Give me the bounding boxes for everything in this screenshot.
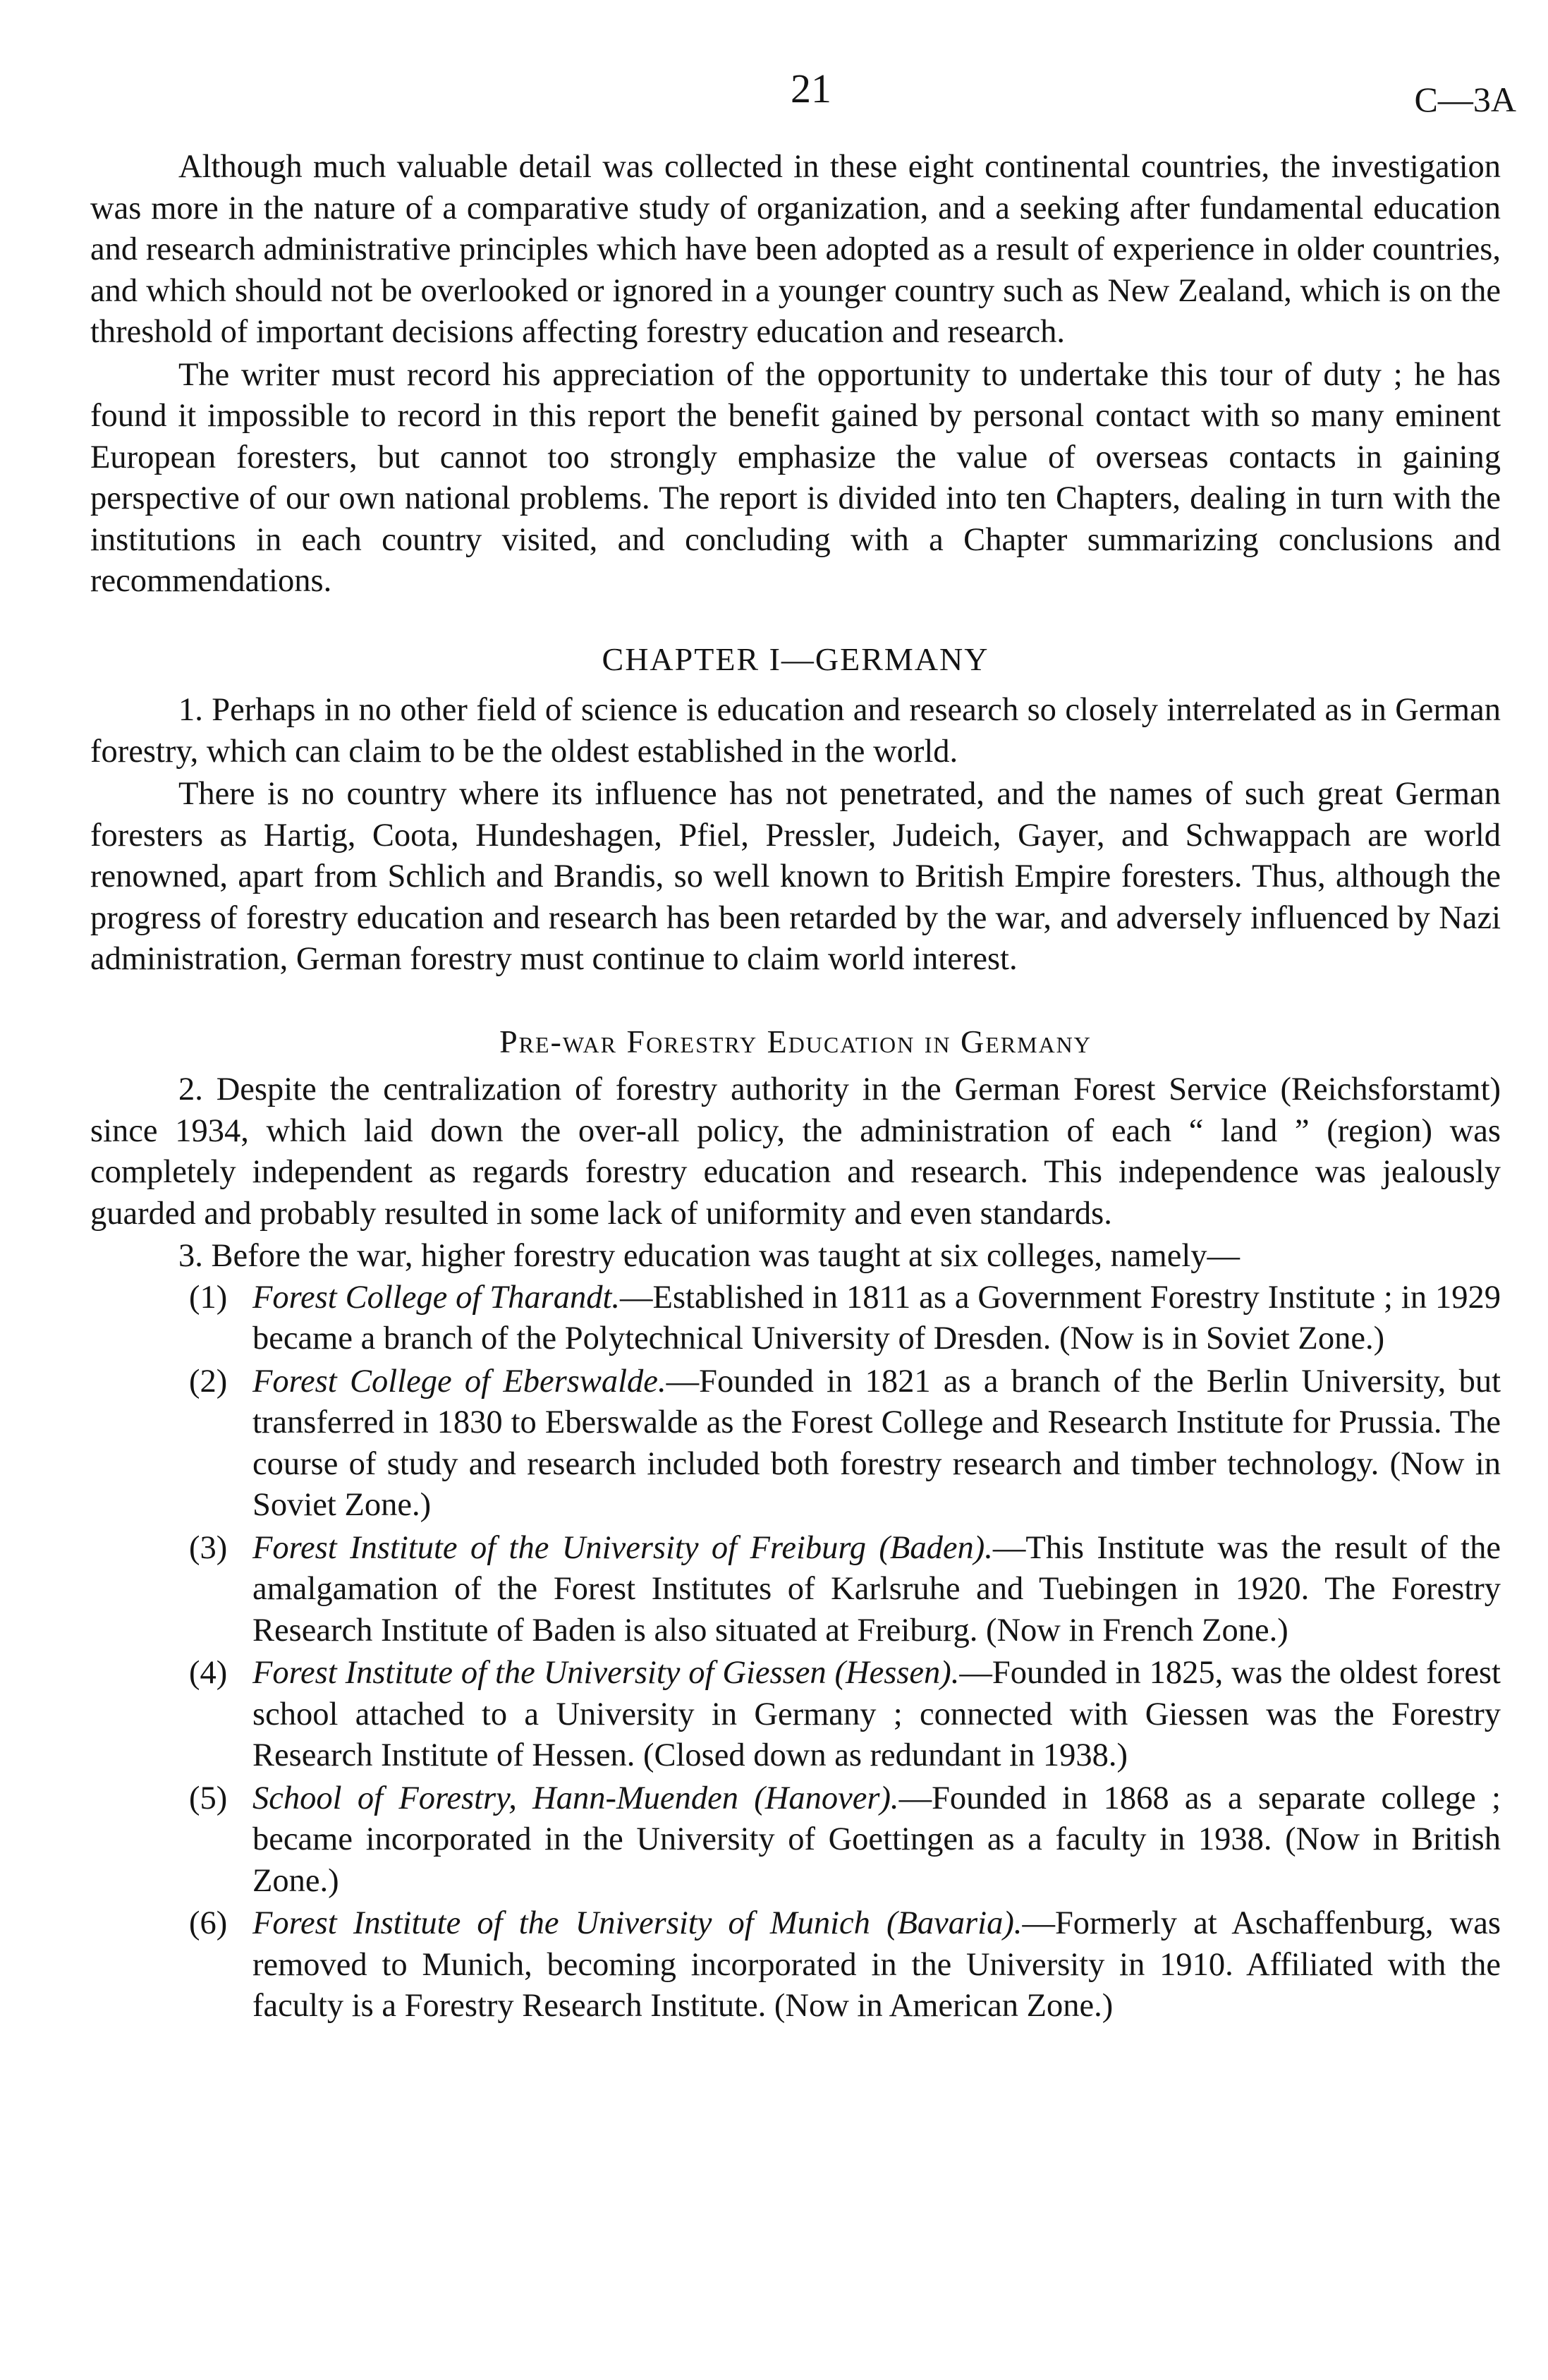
college-item bbox=[90, 1528, 1501, 1652]
college-item bbox=[90, 1653, 1501, 1777]
college-label: (5) bbox=[189, 1780, 228, 1816]
college-label: (4) bbox=[189, 1655, 228, 1691]
college-title: Forest Institute of the University of Giessen (Hessen). bbox=[252, 1655, 960, 1691]
college-title: Forest Institute of the University of Freiburg (Baden). bbox=[252, 1529, 993, 1566]
college-title: School of Forestry, Hann-Muenden (Hanover). bbox=[252, 1780, 899, 1816]
college-text: —Founded in 1825, was the oldest forest school attached to a University in Germany ; connected with Giessen was the Forestry Research Institute of Hessen. (Closed down as redundant in 1938.) bbox=[252, 1655, 1501, 1773]
intro-paragraph: The writer must record his appreciation of the opportunity to undertake this tour of duty ; he has found it impossible to record in this report the benefit gained by personal contact with so many eminent European foresters, but cannot too strongly emphasize the value of overseas contacts in gaining perspective of our own national problems. The report is divided into ten Chapters, dealing in turn with the institutions in each country visited, and concluding with a Chapter summarizing conclusions and recommendations. bbox=[90, 356, 1501, 599]
page-number: 21 bbox=[791, 66, 831, 111]
chapter-paragraph: 1. Perhaps in no other field of science is education and research so closely interrelated as in German forestry, which can claim to be the oldest established in the world. bbox=[90, 692, 1501, 770]
college-text: —Founded in 1868 as a separate college ; became incorporated in the University of Goettingen as a faculty in 1938. (Now in British Zone.) bbox=[252, 1780, 1501, 1899]
college-item bbox=[90, 1361, 1501, 1526]
chapter-paragraph: There is no country where its influence has not penetrated, and the names of such great German foresters as Hartig, Coota, Hundeshagen, Pfiel, Pressler, Judeich, Gayer, and Schwappach are world renowned, apart from Schlich and Brandis, so well known to British Empire foresters. Thus, although the progress of forestry education and research has been retarded by the war, and adversely influenced by Nazi administration, German forestry must continue to claim world interest. bbox=[90, 776, 1501, 977]
section-paragraph: 2. Despite the centralization of forestry authority in the German Forest Service (Reichsforstamt) since 1934, which laid down the over-all policy, the administration of each “ land ” (region) was completely independent as regards forestry education and research. This independence was jealously guarded and probably resulted in some lack of uniformity and even standards. bbox=[90, 1071, 1501, 1232]
college-text: —Established in 1811 as a Government Forestry Institute ; in 1929 became a branch of the Polytechnical University of Dresden. (Now is in Soviet Zone.) bbox=[252, 1279, 1501, 1356]
section-paragraph: 3. Before the war, higher forestry education was taught at six colleges, namely— bbox=[178, 1238, 1241, 1274]
college-label: (3) bbox=[189, 1529, 228, 1566]
chapter-title: CHAPTER I—GERMANY bbox=[602, 640, 989, 677]
college-item bbox=[90, 1277, 1501, 1360]
page-body bbox=[90, 147, 1501, 2029]
intro-paragraph: Although much valuable detail was collected in these eight continental countries, the investigation was more in the nature of a comparative study of organization, and a seeking after fundamental education and research administrative principles which have been adopted as a result of experience in older countries, and which should not be overlooked or ignored in a younger country such as New Zealand, which is on the threshold of important decisions affecting forestry education and research. bbox=[90, 149, 1501, 350]
document-reference: C—3A bbox=[1414, 80, 1516, 119]
section-heading: Pre-war Forestry Education in Germany bbox=[499, 1023, 1092, 1060]
college-label: (6) bbox=[189, 1905, 228, 1941]
college-title: Forest College of Eberswalde. bbox=[252, 1363, 666, 1400]
college-title: Forest Institute of the University of Munich (Bavaria). bbox=[252, 1905, 1023, 1941]
college-title: Forest College of Tharandt. bbox=[252, 1279, 621, 1316]
college-text: —Founded in 1821 as a branch of the Berlin University, but transferred in 1830 to Eberswalde as the Forest College and Research Institute for Prussia. The course of study and research included both forestry research and timber technology. (Now in Soviet Zone.) bbox=[252, 1363, 1501, 1523]
college-text: —This Institute was the result of the amalgamation of the Forest Institutes of Karlsruhe and Tuebingen in 1920. The Forestry Research Institute of Baden is also situated at Freiburg. (Now in French Zone.) bbox=[252, 1529, 1501, 1649]
college-item bbox=[90, 1778, 1501, 1902]
college-item bbox=[90, 1903, 1501, 2027]
college-label: (1) bbox=[189, 1279, 228, 1316]
college-text: —Formerly at Aschaffenburg, was removed to Munich, becoming incorporated in the University in 1910. Affiliated with the faculty is a Forestry Research Institute. (Now in American Zone.) bbox=[252, 1905, 1501, 2024]
college-label: (2) bbox=[189, 1363, 228, 1400]
college-list bbox=[90, 1277, 1501, 2027]
